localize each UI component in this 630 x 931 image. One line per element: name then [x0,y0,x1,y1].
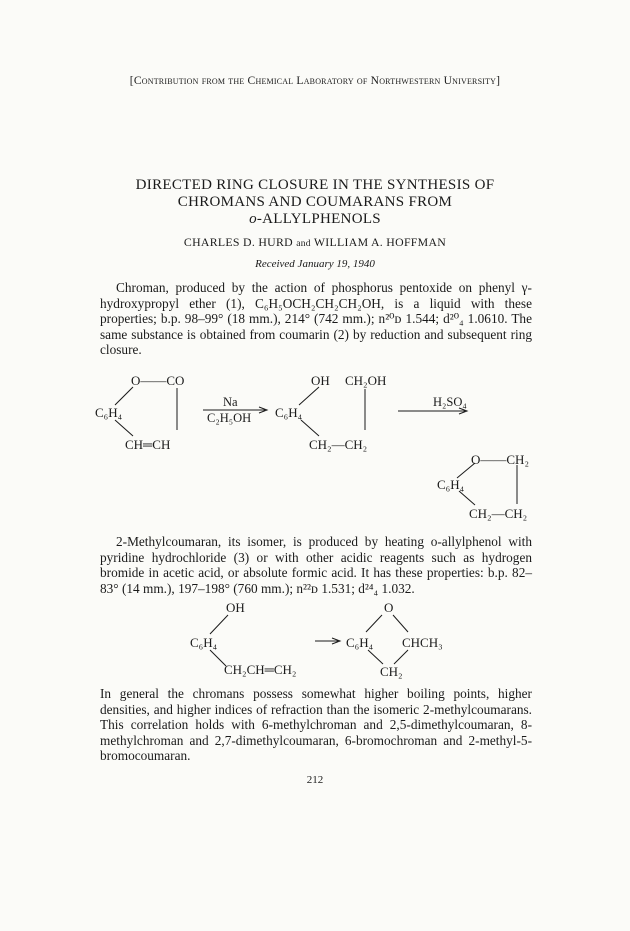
paragraph-1-text: Chroman, produced by the action of phosphorus pentoxide on phenyl γ-hydroxypropyl ether (1), C₆H₅OCH₂CH₂CH₂OH, is a liquid with these properties; b.p. 98–99° (18 mm.), 214° (742 mm.); n²⁰ᴅ 1.544; d²⁰₄ 1.0610. The same substance is obtained from coumarin (2) by reduction and subsequent ring closure. [100,280,532,358]
chroman-bond-lower [459,491,475,505]
phenol-chain: CH₂CH═CH₂ [224,662,297,677]
diol-bond-upper [299,387,319,405]
product-bond-o-left [366,615,382,632]
title-line-1: DIRECTED RING CLOSURE IN THE SYNTHESIS OF [135,177,495,193]
coumarin-bond-lower [115,420,133,436]
contribution-header: [Contribution from the Chemical Laboratory of Northwestern University] [129,74,501,87]
product-left: C₆H₄ [346,635,374,650]
title-line-2: CHROMANS AND COUMARANS FROM [177,194,453,210]
paragraph-2-text: 2-Methylcoumaran, its isomer, is produced by heating o-allylphenol with pyridine hydrochloride (3) or with other acidic reagents such as hydrogen bromide in acetic acid, or absolute formic acid. It has these properties: b.p. 82–83° (14 mm.), 197–198° (760 mm.); n²²ᴅ 1.531; d²⁴₄ 1.032. [100,534,532,596]
product-bond-lower-left [368,650,383,664]
received-date: Received January 19, 1940 [255,258,375,270]
chroman-left: C₆H₄ [437,477,465,492]
product-right: CHCH₃ [402,635,443,650]
diol-left: C₆H₄ [275,405,303,420]
paragraph-3 [100,686,532,764]
title-line-3-rest: -ALLYLPHENOLS [256,211,381,227]
author-separator: and [296,239,311,249]
product-bottom: CH₂ [380,664,403,679]
coumarin-left: C₆H₄ [95,405,123,420]
coumarin-bottom: CH═CH [125,437,171,452]
author-1: CHARLES D. HURD [183,235,293,249]
paragraph-2 [100,534,532,596]
diol-bottom: CH₂—CH₂ [309,437,368,452]
reagent-ethanol: C₂H₅OH [207,411,252,425]
coumarin-top: O——CO [131,373,185,388]
author-2: WILLIAM A. HOFFMAN [313,235,447,249]
phenol-oh: OH [226,600,245,615]
reagent-sulfuric-acid: H₂SO₄ [433,395,467,409]
title-line-3 [80,211,550,228]
author-line [80,235,550,250]
reaction-scheme-2 [180,598,480,688]
product-bond-lower-right [394,650,408,664]
phenol-bond-upper [210,615,228,634]
diol-oh: OH [311,373,330,388]
product-bond-o-right [393,615,408,632]
page-number: 212 [306,774,324,786]
paragraph-1 [100,280,532,358]
reaction-scheme-1 [95,372,545,522]
product-oxygen: O [384,600,394,615]
reagent-na: Na [223,395,238,409]
diol-ch2oh: CH₂OH [345,373,387,388]
title-italic-prefix: o [249,211,257,227]
chroman-top: O——CH₂ [471,452,529,467]
coumarin-bond-upper [115,387,133,405]
paragraph-3-text: In general the chromans possess somewhat higher boiling points, higher densities, and higher indices of refraction than the isomeric 2-methylcoumarans. This correlation holds with 6-methylchroman and 2,5-dimethylcoumaran, 8-methylchroman and 2,7-dimethylcoumaran, 6-bromochroman and 2-methyl-5-bromocoumaran. [100,686,532,764]
chroman-bottom: CH₂—CH₂ [469,506,528,521]
phenol-left: C₆H₄ [190,635,218,650]
article-title [80,177,550,228]
diol-bond-lower [301,420,319,436]
